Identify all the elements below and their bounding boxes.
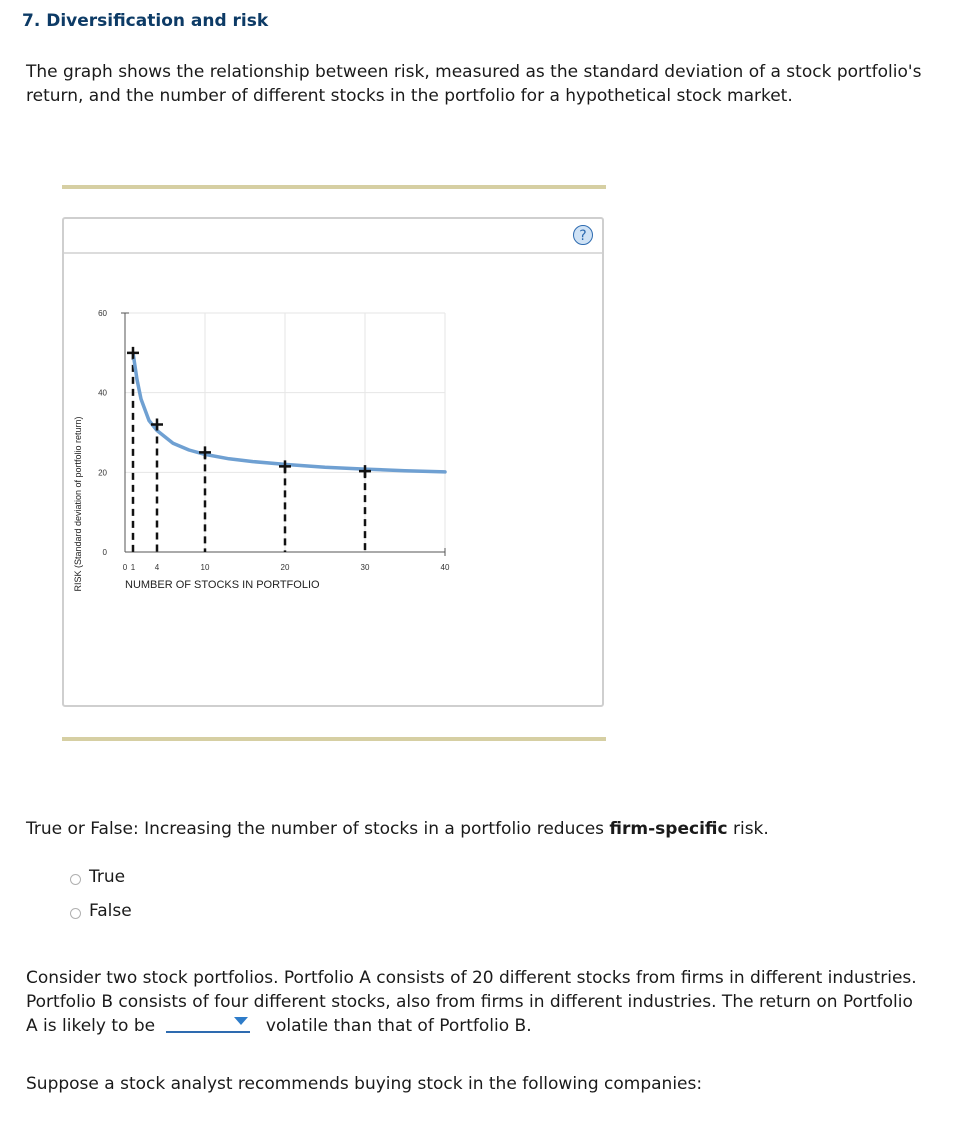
option-false[interactable] (70, 901, 132, 921)
volatility-dropdown[interactable] (166, 1015, 250, 1033)
graph-panel (62, 217, 604, 707)
data-point-0 (127, 347, 139, 359)
analyst-question: Suppose a stock analyst recommends buying stock in the following companies: (26, 1074, 703, 1094)
y-tick-label-40: 40 (98, 388, 107, 398)
x-tick-label-0: 0 (122, 563, 128, 572)
question3-after: volatile than that of Portfolio B. (265, 1016, 532, 1036)
help-button[interactable]: ? (573, 225, 593, 245)
x-tick-label-40: 40 (440, 563, 450, 572)
risk-chart (64, 219, 602, 705)
y-tick-label-60: 60 (98, 309, 107, 318)
radio-false[interactable] (70, 908, 81, 919)
x-axis-label: NUMBER OF STOCKS IN PORTFOLIO (125, 579, 320, 591)
x-tick-label-4: 4 (154, 563, 160, 572)
question3-before: Consider two stock portfolios. Portfolio A consists of 20 different stocks from firms in different industries. Portfolio B consists of four different stocks, also from firms in different industries. The return on Portfolio A is likely to be (26, 968, 917, 1036)
data-point-3 (279, 460, 291, 472)
portfolio-question (26, 966, 926, 1038)
data-point-4 (359, 465, 371, 477)
option-false-label: False (89, 901, 132, 921)
top-divider (62, 185, 606, 189)
y-tick-label-0: 0 (102, 548, 107, 557)
x-tick-label-10: 10 (200, 563, 210, 572)
x-tick-label-30: 30 (360, 563, 370, 572)
question2-prefix: True or False: Increasing the number of stocks in a portfolio reduces (26, 819, 610, 839)
question-title: 7. Diversification and risk (22, 11, 269, 31)
true-false-question (26, 819, 769, 839)
question2-suffix: risk. (727, 819, 769, 839)
chevron-down-icon (234, 1017, 248, 1025)
question2-bold: firm-specific (609, 819, 728, 839)
option-true-label: True (89, 867, 126, 887)
radio-true[interactable] (70, 874, 81, 885)
bottom-divider (62, 737, 606, 741)
data-point-1 (151, 419, 163, 431)
y-axis-label: RISK (Standard deviation of portfolio return) (73, 416, 83, 592)
question-intro: The graph shows the relationship between risk, measured as the standard deviation of a stock portfolio's return, and the number of different stocks in the portfolio for a hypothetical stock market. (26, 62, 922, 106)
x-tick-label-20: 20 (280, 563, 290, 572)
series-line-0 (133, 353, 445, 472)
x-tick-label-1: 1 (130, 563, 136, 572)
y-tick-label-20: 20 (98, 468, 107, 478)
option-true[interactable] (70, 867, 125, 887)
